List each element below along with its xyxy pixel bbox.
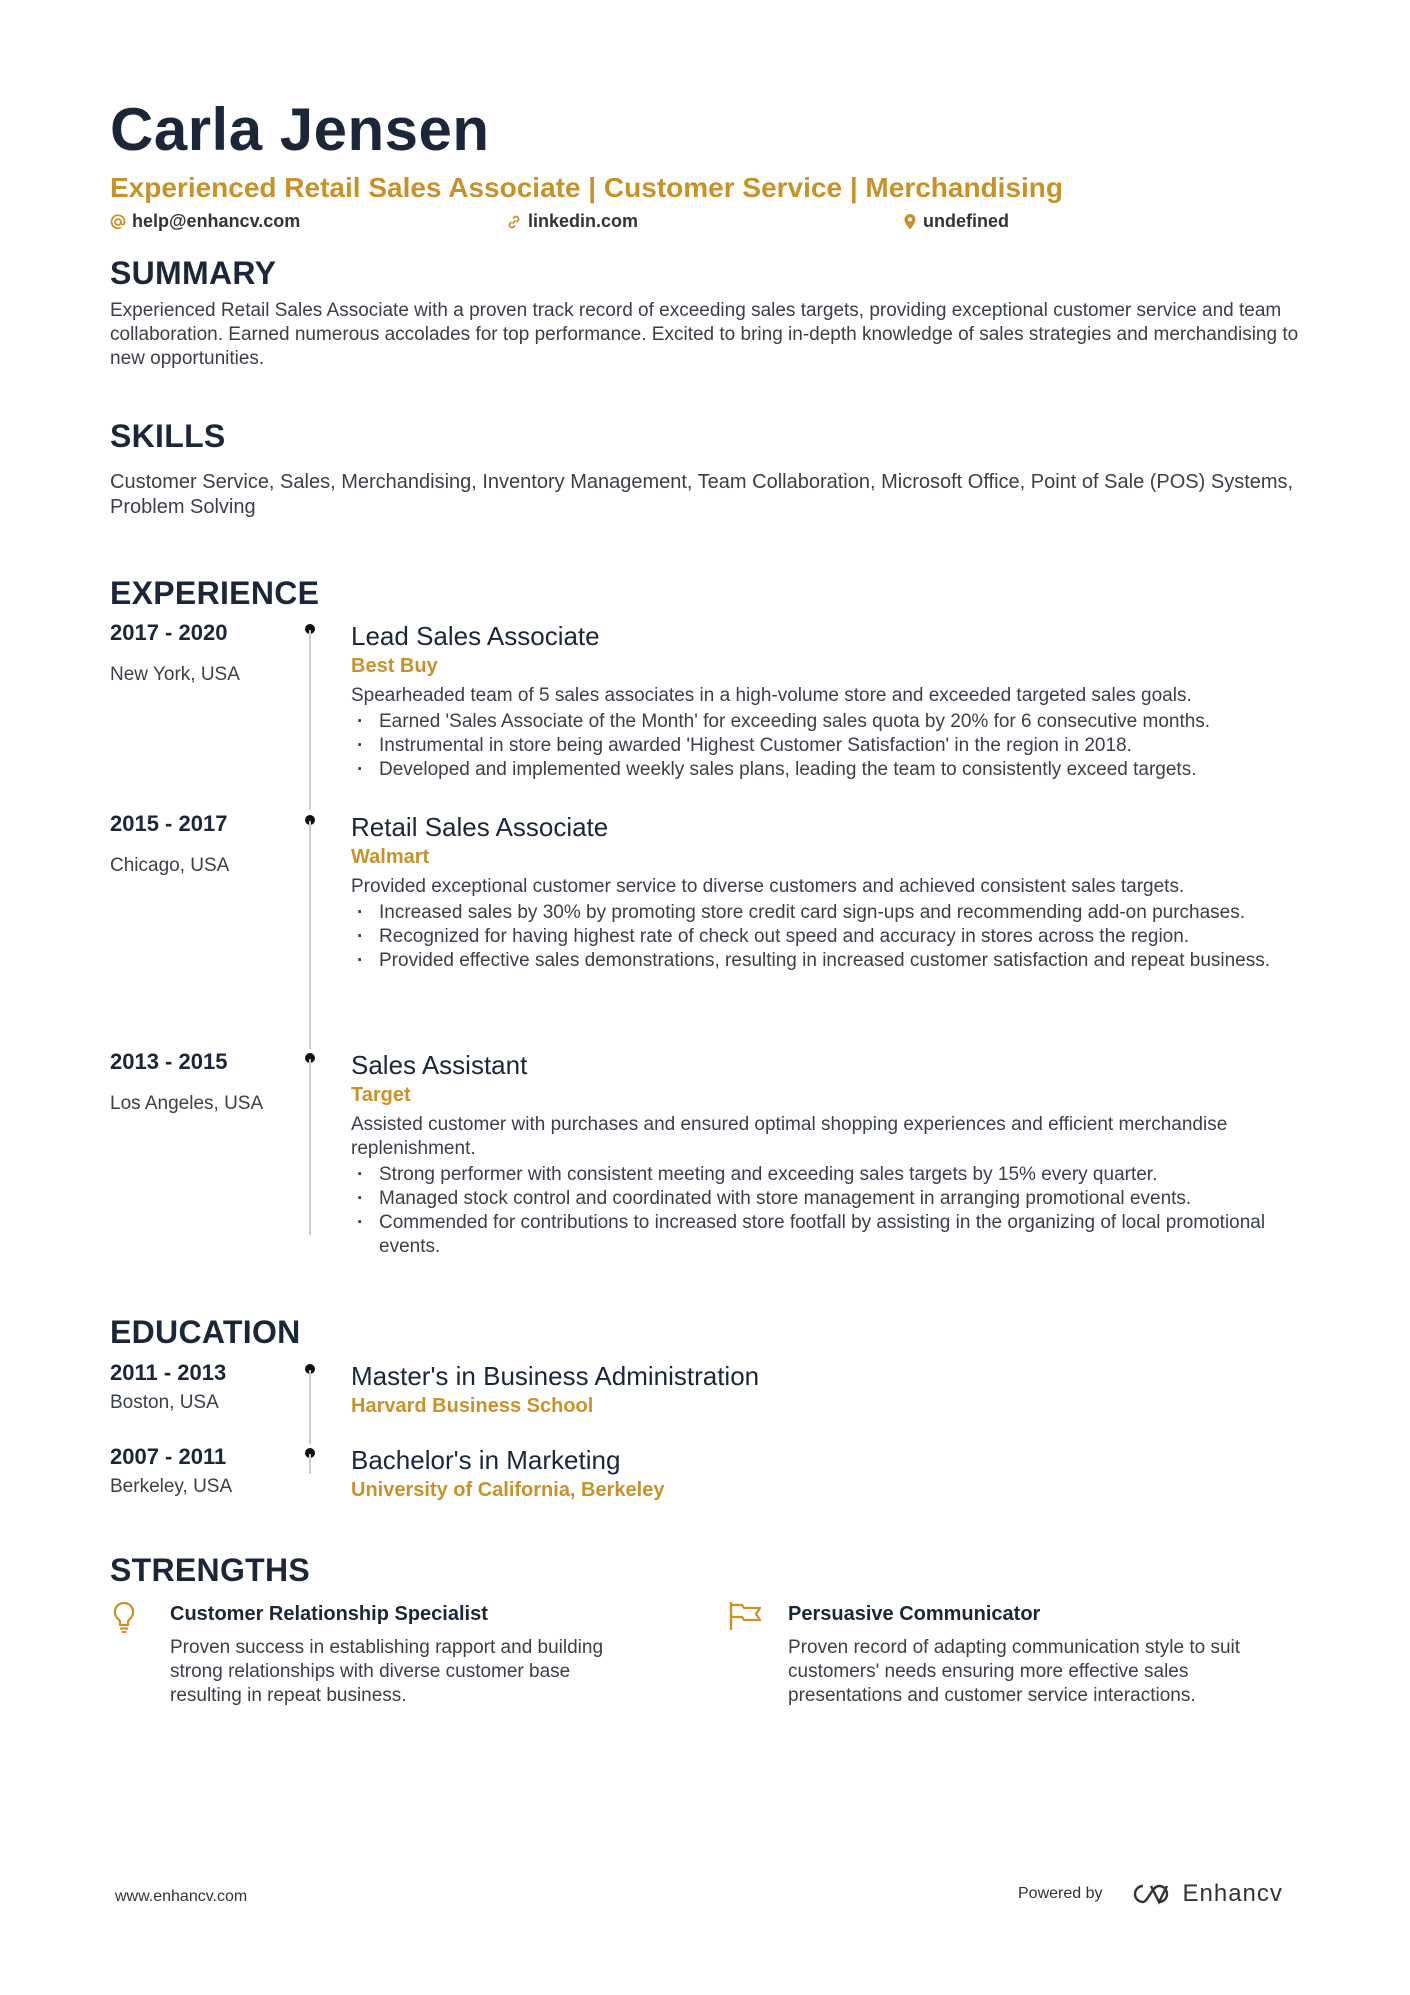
entry-bullet: · Commended for contributions to increased store footfall by assisting in the organizing of local promotional events. [351,1211,1271,1259]
lightbulb-icon [110,1600,138,1634]
contact-linkedin[interactable] [506,211,638,232]
location-text: undefined [923,211,1009,231]
timeline-line [309,1370,311,1444]
at-icon [110,214,126,230]
strength-description: Proven record of adapting communication style to suit customers' needs ensuring more effective sales presentations and customer service interactions. [788,1637,1241,1706]
entry-bullet: · Recognized for having highest rate of check out speed and accuracy in stores across the region. [351,925,1271,949]
entry-role: Retail Sales Associate [351,812,609,842]
link-icon [506,214,522,230]
entry-degree: Bachelor's in Marketing [351,1445,621,1475]
entry-content [351,620,1311,782]
entry-location: Chicago, USA [110,855,230,876]
entry-content [351,1360,1311,1420]
entry-location: New York, USA [110,664,240,685]
strength-title: Customer Relationship Specialist [170,1603,488,1625]
skills-heading: SKILLS [110,418,226,454]
contact-row [110,211,1310,239]
entry-bullet: · Provided effective sales demonstrations, resulting in increased customer satisfaction and repeat business. [351,949,1271,973]
entry-dates: 2017 - 2020 [110,620,228,645]
contact-email[interactable] [110,211,300,232]
entry-bullet: · Developed and implemented weekly sales plans, leading the team to consistently exceed targets. [351,758,1311,782]
location-pin-icon [903,213,917,231]
entry-content [351,1444,1311,1504]
candidate-subtitle: Experienced Retail Sales Associate | Customer Service | Merchandising [110,172,1064,203]
timeline-line [309,630,311,810]
powered-by-label: Powered by [1018,1885,1103,1902]
entry-location: Los Angeles, USA [110,1093,264,1114]
education-section [110,1312,1310,1352]
enhancv-logo-icon [1129,1882,1175,1906]
entry-company: Walmart [351,846,430,868]
entry-location: Boston, USA [110,1392,219,1413]
entry-school: Harvard Business School [351,1395,594,1417]
entry-bullets [351,1163,1271,1259]
candidate-name: Carla Jensen [110,96,490,163]
brand-name: Enhancv [1182,1880,1283,1907]
summary-text: Experienced Retail Sales Associate with a proven track record of exceeding sales targets, providing exceptional customer service and team collaboration. Earned numerous accolades for top performance. Excited to bring in-depth knowledge of sales strategies and merchandising to new opportunities. [110,300,1299,369]
entry-bullet: · Managed stock control and coordinated with store management in arranging promotional events. [351,1187,1271,1211]
entry-role: Sales Assistant [351,1050,528,1080]
entry-bullet: · Increased sales by 30% by promoting store credit card sign-ups and recommending add-on purchases. [351,901,1271,925]
entry-location: Berkeley, USA [110,1476,233,1497]
entry-company: Target [351,1084,411,1106]
entry-description: Spearheaded team of 5 sales associates in a high-volume store and exceeded targeted sales goals. [351,685,1192,706]
entry-dates: 2013 - 2015 [110,1049,228,1074]
entry-bullets [351,710,1311,782]
strength-description: Proven success in establishing rapport and building strong relationships with diverse customer base resulting in repeat business. [170,1637,604,1706]
contact-location [903,211,1009,232]
entry-description: Assisted customer with purchases and ensured optimal shopping experiences and efficient merchandise replenishment. [351,1114,1228,1159]
footer-branding [1018,1880,1283,1908]
summary-heading: SUMMARY [110,255,277,291]
entry-company: Best Buy [351,655,438,677]
timeline-line [309,821,311,1049]
resume-header [110,95,1310,239]
entry-bullet: · Instrumental in store being awarded 'Highest Customer Satisfaction' in the region in 2018. [351,734,1311,758]
entry-role: Lead Sales Associate [351,621,600,651]
timeline-line [309,1059,311,1235]
strengths-section [110,1550,1310,1590]
entry-dates: 2007 - 2011 [110,1444,227,1469]
entry-dates: 2015 - 2017 [110,811,228,836]
education-heading: EDUCATION [110,1314,301,1350]
entry-school: University of California, Berkeley [351,1479,665,1501]
entry-content [351,811,1311,973]
entry-bullet: · Earned 'Sales Associate of the Month' for exceeding sales quota by 20% for 6 consecutive months. [351,710,1311,734]
strength-title: Persuasive Communicator [788,1603,1041,1625]
timeline-line [309,1454,311,1474]
experience-heading: EXPERIENCE [110,575,320,611]
entry-degree: Master's in Business Administration [351,1361,760,1391]
entry-bullets [351,901,1271,973]
email-text: help@enhancv.com [132,211,301,231]
entry-bullet: · Strong performer with consistent meeting and exceeding sales targets by 15% every quarter. [351,1163,1271,1187]
skills-text: Customer Service, Sales, Merchandising, Inventory Management, Team Collaboration, Microsoft Office, Point of Sale (POS) Systems, Problem Solving [110,471,1294,518]
skills-section [110,416,1310,520]
linkedin-text: linkedin.com [528,211,639,231]
summary-section [110,253,1310,371]
flag-icon [728,1600,764,1632]
strengths-heading: STRENGTHS [110,1552,311,1588]
entry-description: Provided exceptional customer service to diverse customers and achieved consistent sales targets. [351,876,1185,897]
entry-dates: 2011 - 2013 [110,1360,227,1385]
experience-section [110,573,1310,613]
footer-website[interactable]: www.enhancv.com [115,1888,248,1905]
entry-content [351,1049,1311,1259]
